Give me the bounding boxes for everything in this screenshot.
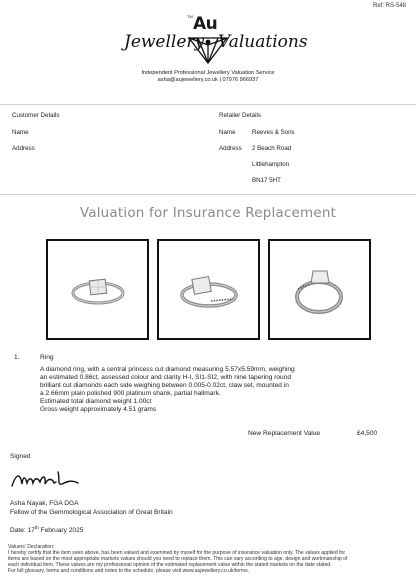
retailer-address-line-2: Littlehampton — [252, 161, 290, 168]
replacement-value-label: New Replacement Value — [248, 430, 321, 437]
item-description-line: A diamond ring, with a central princess cut diamond measuring 5.57x5.59mm, weighing — [40, 366, 295, 373]
replacement-value: £4,500 — [357, 430, 378, 437]
signed-label: Signed — [10, 453, 31, 460]
signatory-title: Fellow of the Gemmological Association of Great Britain — [10, 509, 173, 516]
item-name: Ring — [40, 354, 54, 361]
company-logo — [0, 12, 416, 67]
declaration-line: I hereby certify that the item seen above, has been valued and examined by myself for the purpose of insurance valuation only. The values applied for — [8, 550, 346, 556]
declaration-line: items are based on the most appropriate markets values should you need to replace them. This can vary according to age, design and workmanship of — [8, 556, 348, 562]
tagline-service: Independent Professional Jewellery Valuation Service — [141, 70, 275, 76]
item-description-line: an estimated 0.86ct, assessed colour and clarity H-I, SI1-SI2, with nine tapering round — [40, 374, 292, 381]
retailer-address-line-3: BN17 5HT — [252, 177, 281, 184]
divider — [0, 104, 416, 105]
ring-photo-side — [268, 239, 371, 340]
item-description-line: a 2.66mm plain polished 900 platinum shank, partial hallmark. — [40, 390, 221, 397]
valuation-date: Date: 17th February 2025 — [10, 525, 84, 535]
retailer-address-line-1: 2 Beach Road — [252, 145, 292, 152]
diamond-icon — [186, 33, 230, 65]
logo-left-word: Jewellery — [124, 32, 205, 52]
logo-right-word: Valuations — [218, 32, 308, 52]
signature-image — [10, 466, 80, 494]
declaration-heading: Valuers’ Declaration: — [8, 544, 55, 550]
declaration-line: each individual item. These values are my professional opinion of the estimated replacement value within the stated markets on the date stated. — [8, 562, 332, 568]
logo-trademark: TM — [187, 14, 193, 19]
tagline-contact: asha@aujewellery.co.uk | 07976 966937 — [157, 77, 259, 83]
customer-details-heading: Customer Details — [12, 112, 60, 119]
retailer-name-label: Name — [219, 129, 236, 136]
retailer-name-value: Reeves & Sons — [252, 129, 295, 136]
ring-photo-angle — [157, 239, 260, 340]
declaration-line: For full glossary, terms and conditions and notes to the schedule, please visit www.aujewellery.co.uk/terms. — [8, 568, 250, 574]
document-title: Valuation for Insurance Replacement — [79, 205, 337, 221]
customer-name-label: Name — [12, 129, 29, 136]
ring-photo-front — [46, 239, 149, 340]
item-number: 1. — [14, 354, 20, 361]
retailer-details-heading: Retailer Details — [219, 112, 261, 119]
divider — [0, 194, 416, 195]
customer-address-label: Address — [12, 145, 35, 152]
reference-number: Ref: RS-548 — [372, 3, 406, 9]
retailer-address-label: Address — [219, 145, 242, 152]
logo-au-mark: Au — [193, 14, 218, 34]
signatory-name: Asha Nayak, FGA DGA — [10, 500, 79, 507]
item-description-line: brilliant cut diamonds each side weighing between 0.005-0.02ct, claw set, mounted in — [40, 382, 289, 389]
item-description-line: Estimated total diamond weight 1.00ct — [40, 398, 152, 405]
item-description-line: Gross weight approximately 4.51 grams — [40, 406, 157, 413]
